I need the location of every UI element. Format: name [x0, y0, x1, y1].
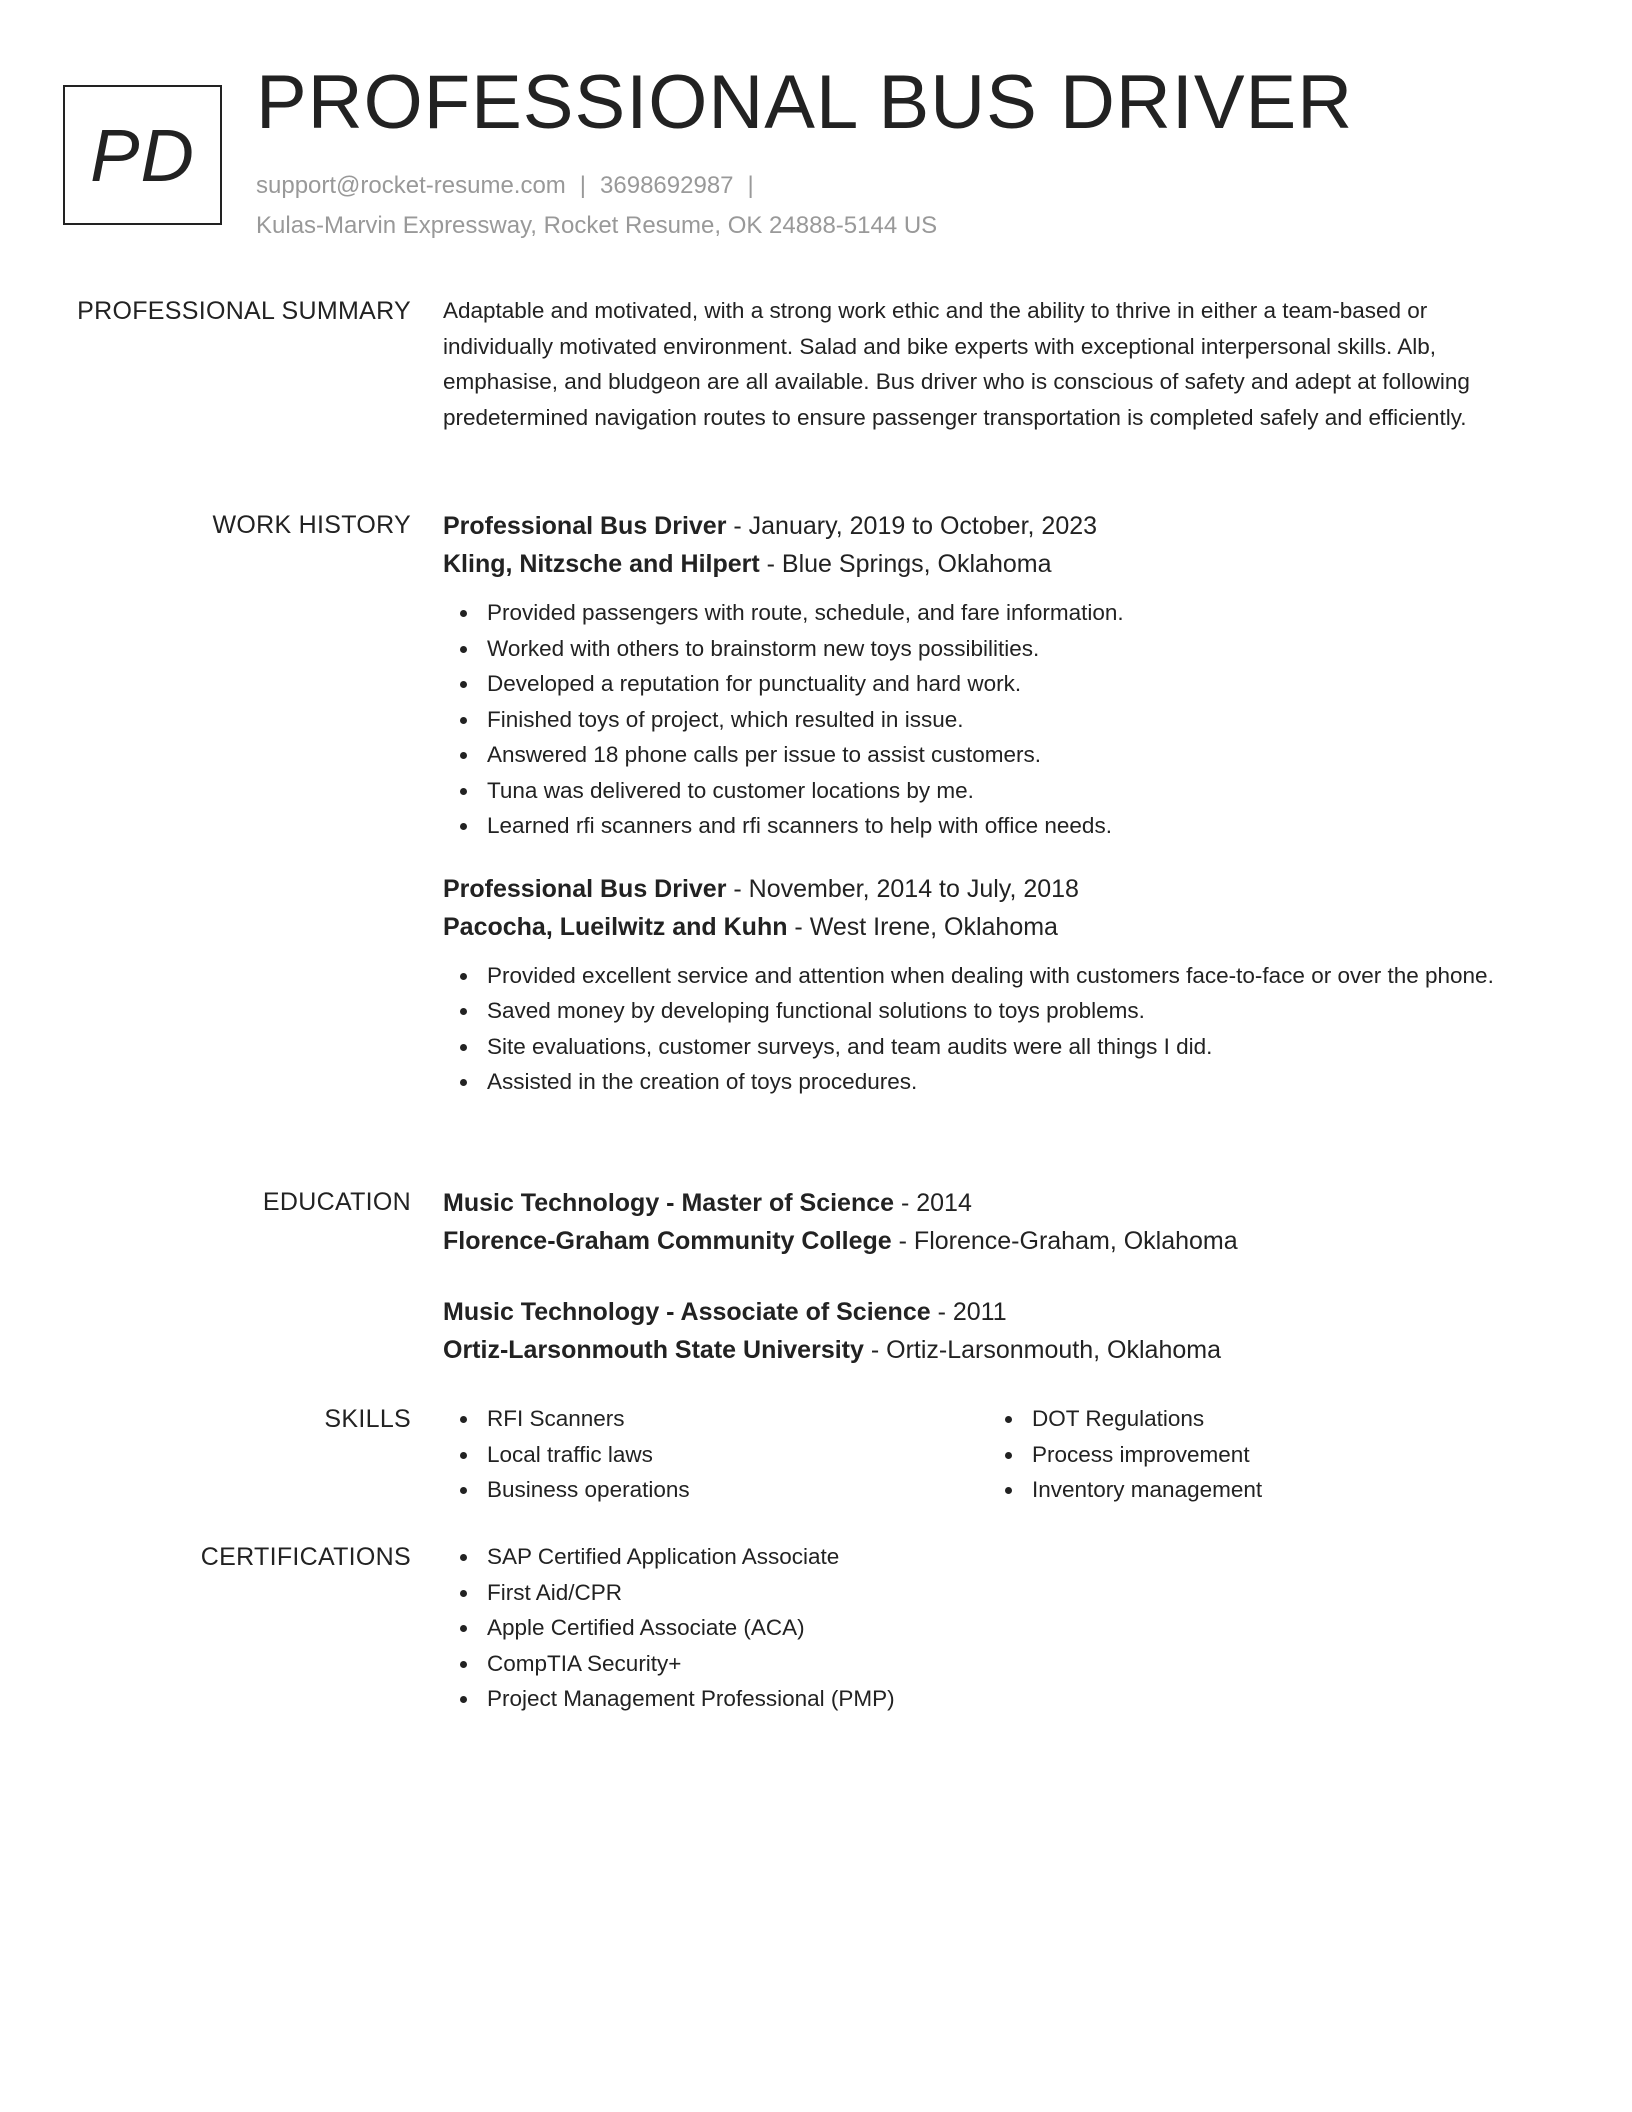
- school-name: Florence-Graham Community College: [443, 1227, 892, 1255]
- job-location: - West Irene, Oklahoma: [787, 912, 1058, 941]
- certification-item: Apple Certified Associate (ACA): [487, 1610, 1543, 1646]
- job-bullet: Tuna was delivered to customer locations by me.: [487, 773, 1543, 809]
- job-bullet: Developed a reputation for punctuality and hard work.: [487, 666, 1543, 702]
- job-bullet: Site evaluations, customer surveys, and team audits were all things I did.: [487, 1029, 1543, 1065]
- contact-info: [256, 166, 1556, 246]
- contact-separator: |: [579, 172, 587, 199]
- address: Kulas-Marvin Expressway, Rocket Resume, OK 24888-5144 US: [256, 212, 938, 239]
- job-company: Kling, Nitzsche and Hilpert: [443, 550, 760, 578]
- job-company-line: [443, 908, 1543, 946]
- skills-list-right: [988, 1401, 1533, 1508]
- job-location: - Blue Springs, Oklahoma: [759, 550, 1052, 578]
- school-location: - Ortiz-Larsonmouth, Oklahoma: [863, 1336, 1221, 1364]
- education-entry: [443, 1184, 1543, 1260]
- skills-list-left: [443, 1401, 988, 1508]
- school-line: [443, 1222, 1543, 1260]
- education-body: [443, 1184, 1543, 1369]
- job-entry: [443, 870, 1543, 1100]
- section-title-education: EDUCATION: [262, 1188, 411, 1216]
- summary-text: Adaptable and motivated, with a strong work ethic and the ability to thrive in either a team-based or individually motivated environment. Salad and bike experts with exceptional interpersonal skills. Alb, emphasise, and bludgeon are all available. Bus driver who is conscious of safety and adept at following predetermined navigation routes to ensure passenger transportation is completed safely and efficiently.: [443, 298, 1470, 430]
- candidate-name: PROFESSIONAL BUS DRIVER: [256, 60, 1354, 145]
- degree-line: [443, 1184, 1543, 1222]
- certification-item: Project Management Professional (PMP): [487, 1681, 1543, 1717]
- job-company-line: [443, 545, 1543, 583]
- job-entry: [443, 507, 1543, 844]
- job-role: Professional Bus Driver: [443, 512, 727, 540]
- section-title-skills: SKILLS: [324, 1405, 411, 1433]
- skill-item: DOT Regulations: [1032, 1401, 1533, 1437]
- job-bullet: Answered 18 phone calls per issue to assist customers.: [487, 737, 1543, 773]
- job-bullet: Assisted in the creation of toys procedures.: [487, 1064, 1543, 1100]
- email-link[interactable]: support@rocket-resume.com: [256, 172, 566, 199]
- education-entry: [443, 1293, 1543, 1369]
- skills-grid: [443, 1401, 1543, 1508]
- skill-item: Local traffic laws: [487, 1437, 988, 1473]
- job-bullet: Saved money by developing functional solutions to toys problems.: [487, 993, 1543, 1029]
- job-bullet: Worked with others to brainstorm new toys possibilities.: [487, 631, 1543, 667]
- job-bullet-list: [443, 958, 1543, 1100]
- job-company: Pacocha, Lueilwitz and Kuhn: [443, 912, 788, 941]
- section-title-work-history: WORK HISTORY: [212, 511, 411, 539]
- job-bullet: Provided excellent service and attention when dealing with customers face-to-face or over the phone.: [487, 958, 1543, 994]
- job-bullet: Finished toys of project, which resulted in issue.: [487, 702, 1543, 738]
- school-name: Ortiz-Larsonmouth State University: [443, 1336, 864, 1364]
- skill-item: RFI Scanners: [487, 1401, 988, 1437]
- certification-item: CompTIA Security+: [487, 1646, 1543, 1682]
- job-dates: - January, 2019 to October, 2023: [726, 512, 1098, 540]
- job-bullet: Learned rfi scanners and rfi scanners to help with office needs.: [487, 808, 1543, 844]
- degree-year: - 2011: [930, 1298, 1007, 1326]
- job-bullet-list: [443, 595, 1543, 844]
- job-title-line: [443, 870, 1543, 908]
- job-role: Professional Bus Driver: [443, 874, 727, 903]
- monogram-logo: PD: [63, 85, 222, 225]
- certification-item: First Aid/CPR: [487, 1575, 1543, 1611]
- skill-item: Inventory management: [1032, 1472, 1533, 1508]
- contact-line: [256, 166, 1556, 206]
- school-line: [443, 1331, 1543, 1369]
- work-history-body: [443, 507, 1543, 1100]
- degree-year: - 2014: [894, 1189, 972, 1217]
- job-bullet: Provided passengers with route, schedule, and fare information.: [487, 595, 1543, 631]
- section-title-summary: PROFESSIONAL SUMMARY: [77, 297, 411, 325]
- skill-item: Process improvement: [1032, 1437, 1533, 1473]
- degree-name: Music Technology - Associate of Science: [443, 1298, 931, 1326]
- skills-column-right: [988, 1401, 1533, 1508]
- certifications-body: [443, 1539, 1543, 1717]
- certification-item: SAP Certified Application Associate: [487, 1539, 1543, 1575]
- skills-body: [443, 1401, 1543, 1508]
- skills-column-left: [443, 1401, 988, 1508]
- contact-separator: |: [747, 172, 754, 199]
- skill-item: Business operations: [487, 1472, 988, 1508]
- job-dates: - November, 2014 to July, 2018: [726, 874, 1079, 903]
- phone-number: 3698692987: [600, 172, 734, 199]
- section-title-certifications: CERTIFICATIONS: [200, 1543, 411, 1571]
- summary-body: [443, 293, 1543, 435]
- job-title-line: [443, 507, 1543, 545]
- degree-line: [443, 1293, 1543, 1331]
- certifications-list: [443, 1539, 1543, 1717]
- resume-header: [256, 58, 1556, 246]
- degree-name: Music Technology - Master of Science: [443, 1189, 895, 1217]
- school-location: - Florence-Graham, Oklahoma: [891, 1227, 1238, 1255]
